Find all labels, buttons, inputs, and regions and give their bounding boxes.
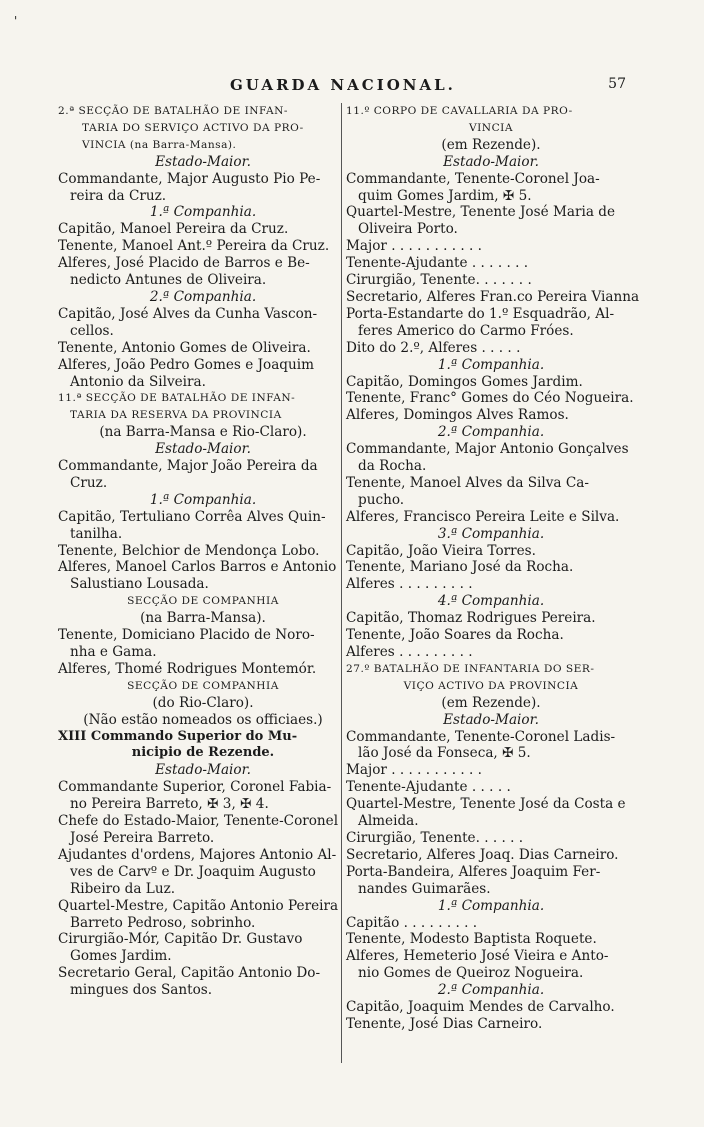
right-line: quim Gomes Jardim, ✠ 5. — [358, 187, 532, 204]
right-line: Major . . . . . . . . . . . — [346, 238, 482, 255]
left-line: SECÇÃO DE COMPANHIA — [127, 679, 279, 692]
left-line: Tenente, Belchior de Mendonça Lobo. — [58, 542, 320, 559]
left-line: TARIA DA RESERVA DA PROVINCIA — [70, 409, 282, 422]
right-line: Estado-Maior. — [443, 153, 539, 170]
left-column — [58, 103, 348, 999]
right-line: (em Rezende). — [441, 694, 541, 711]
right-line: VINCIA — [468, 121, 514, 134]
right-line: Tenente-Ajudante . . . . . . . — [346, 255, 529, 272]
page-number: 57 — [608, 76, 626, 92]
left-line: Capitão, Manoel Pereira da Cruz. — [58, 221, 289, 238]
right-line: lão José da Fonseca, ✠ 5. — [358, 745, 531, 762]
left-line: nedicto Antunes de Oliveira. — [70, 272, 267, 289]
right-line: Capitão, Thomaz Rodrigues Pereira. — [346, 610, 596, 627]
left-line: Ajudantes d'ordens, Majores Antonio Al- — [58, 846, 337, 863]
left-line: Estado-Maior. — [155, 762, 251, 779]
left-line: Alferes, João Pedro Gomes e Joaquim — [58, 356, 315, 373]
left-line: Capitão, José Alves da Cunha Vascon- — [58, 305, 318, 322]
right-line: Tenente, José Dias Carneiro. — [346, 1015, 543, 1032]
margin-mark: ' — [14, 14, 18, 28]
left-line: Alferes, Manoel Carlos Barros e Antonio — [58, 559, 337, 576]
left-line: Gomes Jardim. — [70, 948, 172, 965]
right-line: Tenente, Franc° Gomes do Céo Nogueira. — [346, 390, 634, 407]
left-line: cellos. — [70, 322, 114, 339]
left-line: (na Barra-Mansa). — [140, 610, 266, 627]
right-line: Capitão . . . . . . . . . — [346, 914, 478, 931]
right-line: Secretario, Alferes Joaq. Dias Carneiro. — [346, 846, 619, 863]
left-line: Tenente, Domiciano Placido de Noro- — [58, 627, 315, 644]
running-header — [230, 76, 626, 94]
right-line: Tenente, Manoel Alves da Silva Ca- — [346, 474, 589, 491]
right-line: pucho. — [358, 491, 405, 508]
right-line: 27.º BATALHÃO DE INFANTARIA DO SER- — [346, 662, 595, 675]
right-line: 1.ª Companhia. — [437, 897, 545, 914]
left-line: XIII Commando Superior do Mu- — [58, 728, 298, 744]
right-line: Alferes, Hemeterio José Vieira e Anto- — [346, 948, 609, 965]
right-line: VIÇO ACTIVO DA PROVINCIA — [403, 679, 579, 692]
left-line: TARIA DO SERVIÇO ACTIVO DA PRO- — [82, 121, 304, 134]
right-line: Almeida. — [358, 813, 419, 830]
right-line: Tenente-Ajudante . . . . . — [346, 779, 511, 796]
right-line: (em Rezende). — [441, 136, 541, 153]
left-line: mingues dos Santos. — [70, 982, 213, 999]
right-line: Estado-Maior. — [443, 711, 539, 728]
right-line: da Rocha. — [358, 458, 427, 475]
left-line: (na Barra-Mansa e Rio-Claro). — [99, 424, 307, 441]
header-title: GUARDA NACIONAL. — [230, 76, 456, 94]
right-line: nio Gomes de Queiroz Nogueira. — [358, 965, 584, 982]
right-line: Alferes, Domingos Alves Ramos. — [346, 407, 569, 424]
right-line: Capitão, Joaquim Mendes de Carvalho. — [346, 999, 615, 1016]
left-line: José Pereira Barreto. — [70, 829, 215, 846]
left-line: Secretario Geral, Capitão Antonio Do- — [58, 965, 321, 982]
left-line: nha e Gama. — [70, 644, 157, 660]
left-line: Tenente, Manoel Ant.º Pereira da Cruz. — [58, 238, 330, 255]
left-line: Cirurgião-Mór, Capitão Dr. Gustavo — [58, 931, 303, 948]
right-line: Commandante, Tenente-Coronel Ladis- — [346, 728, 616, 745]
right-line: Cirurgião, Tenente. . . . . . . — [346, 272, 532, 289]
left-line: Estado-Maior. — [155, 153, 251, 170]
right-line: Commandante, Major Antonio Gonçalves — [346, 441, 629, 458]
left-line: 1.ª Companhia. — [149, 491, 257, 508]
left-line: 2.ª Companhia. — [149, 288, 257, 305]
left-line: reira da Cruz. — [70, 187, 167, 204]
left-line: Cruz. — [70, 474, 108, 491]
left-line: Estado-Maior. — [155, 441, 251, 458]
left-line: 11.ª SECÇÃO DE BATALHÃO DE INFAN- — [58, 392, 296, 405]
right-line: Oliveira Porto. — [358, 221, 458, 238]
right-line: Capitão, João Vieira Torres. — [346, 542, 536, 559]
left-line: Ribeiro da Luz. — [70, 880, 176, 897]
right-line: Secretario, Alferes Fran.co Pereira Vianna — [346, 288, 640, 305]
left-line: Capitão, Tertuliano Corrêa Alves Quin- — [58, 508, 326, 525]
right-line: Capitão, Domingos Gomes Jardim. — [346, 373, 583, 390]
left-line: Chefe do Estado-Maior, Tenente-Coronel — [58, 813, 339, 830]
right-line: Dito do 2.º, Alferes . . . . . — [346, 339, 521, 356]
left-line: Alferes, Thomé Rodrigues Montemór. — [58, 660, 317, 677]
right-line: 2.ª Companhia. — [437, 982, 545, 999]
right-line: Porta-Bandeira, Alferes Joaquim Fer- — [346, 863, 601, 880]
left-line: 2.ª SECÇÃO DE BATALHÃO DE INFAN- — [58, 105, 288, 117]
right-line: Alferes, Francisco Pereira Leite e Silva. — [346, 508, 620, 525]
right-line: Cirurgião, Tenente. . . . . . — [346, 829, 524, 846]
left-line: Commandante Superior, Coronel Fabia- — [58, 779, 332, 796]
right-line: Tenente, Mariano José da Rocha. — [346, 559, 574, 576]
left-line: Commandante, Major Augusto Pio Pe- — [58, 170, 321, 187]
left-line: Antonio da Silveira. — [70, 373, 206, 390]
left-line: nicipio de Rezende. — [131, 745, 275, 761]
right-line: 3.ª Companhia. — [437, 525, 545, 542]
right-line: Quartel-Mestre, Tenente José da Costa e — [346, 796, 626, 813]
left-line: ves de Carvº e Dr. Joaquim Augusto — [70, 863, 316, 880]
right-line: Tenente, João Soares da Rocha. — [346, 627, 564, 644]
left-line: Alferes, José Placido de Barros e Be- — [58, 255, 310, 272]
right-line: 1.ª Companhia. — [437, 356, 545, 373]
right-line: Tenente, Modesto Baptista Roquete. — [346, 931, 597, 948]
left-line: Tenente, Antonio Gomes de Oliveira. — [58, 339, 311, 356]
right-line: Alferes . . . . . . . . . — [346, 644, 473, 660]
left-line: (Não estão nomeados os officiaes.) — [83, 711, 323, 728]
right-line: Alferes . . . . . . . . . — [346, 576, 473, 593]
left-line: tanilha. — [70, 525, 123, 542]
left-line: Commandante, Major João Pereira da — [58, 458, 318, 475]
right-line: Quartel-Mestre, Tenente José Maria de — [346, 204, 615, 221]
right-line: nandes Guimarães. — [358, 880, 491, 897]
left-line: SECÇÃO DE COMPANHIA — [127, 595, 279, 608]
left-line: no Pereira Barreto, ✠ 3, ✠ 4. — [70, 796, 269, 813]
right-line: feres Americo do Carmo Fróes. — [358, 322, 574, 339]
right-line: 4.ª Companhia. — [437, 593, 545, 610]
right-line: 2.ª Companhia. — [437, 424, 545, 441]
right-line: 11.º CORPO DE CAVALLARIA DA PRO- — [346, 105, 573, 117]
left-line: Quartel-Mestre, Capitão Antonio Pereira — [58, 897, 339, 914]
left-line: Barreto Pedroso, sobrinho. — [70, 914, 256, 931]
right-line: Major . . . . . . . . . . . — [346, 762, 482, 779]
right-line: Porta-Estandarte do 1.º Esquadrão, Al- — [346, 305, 615, 322]
right-line: Commandante, Tenente-Coronel Joa- — [346, 170, 600, 187]
left-line: 1.ª Companhia. — [149, 204, 257, 221]
left-line: Salustiano Lousada. — [70, 576, 209, 593]
left-line: (do Rio-Claro). — [152, 694, 254, 711]
right-column — [346, 103, 640, 1033]
left-line: VINCIA (na Barra-Mansa). — [82, 138, 237, 151]
